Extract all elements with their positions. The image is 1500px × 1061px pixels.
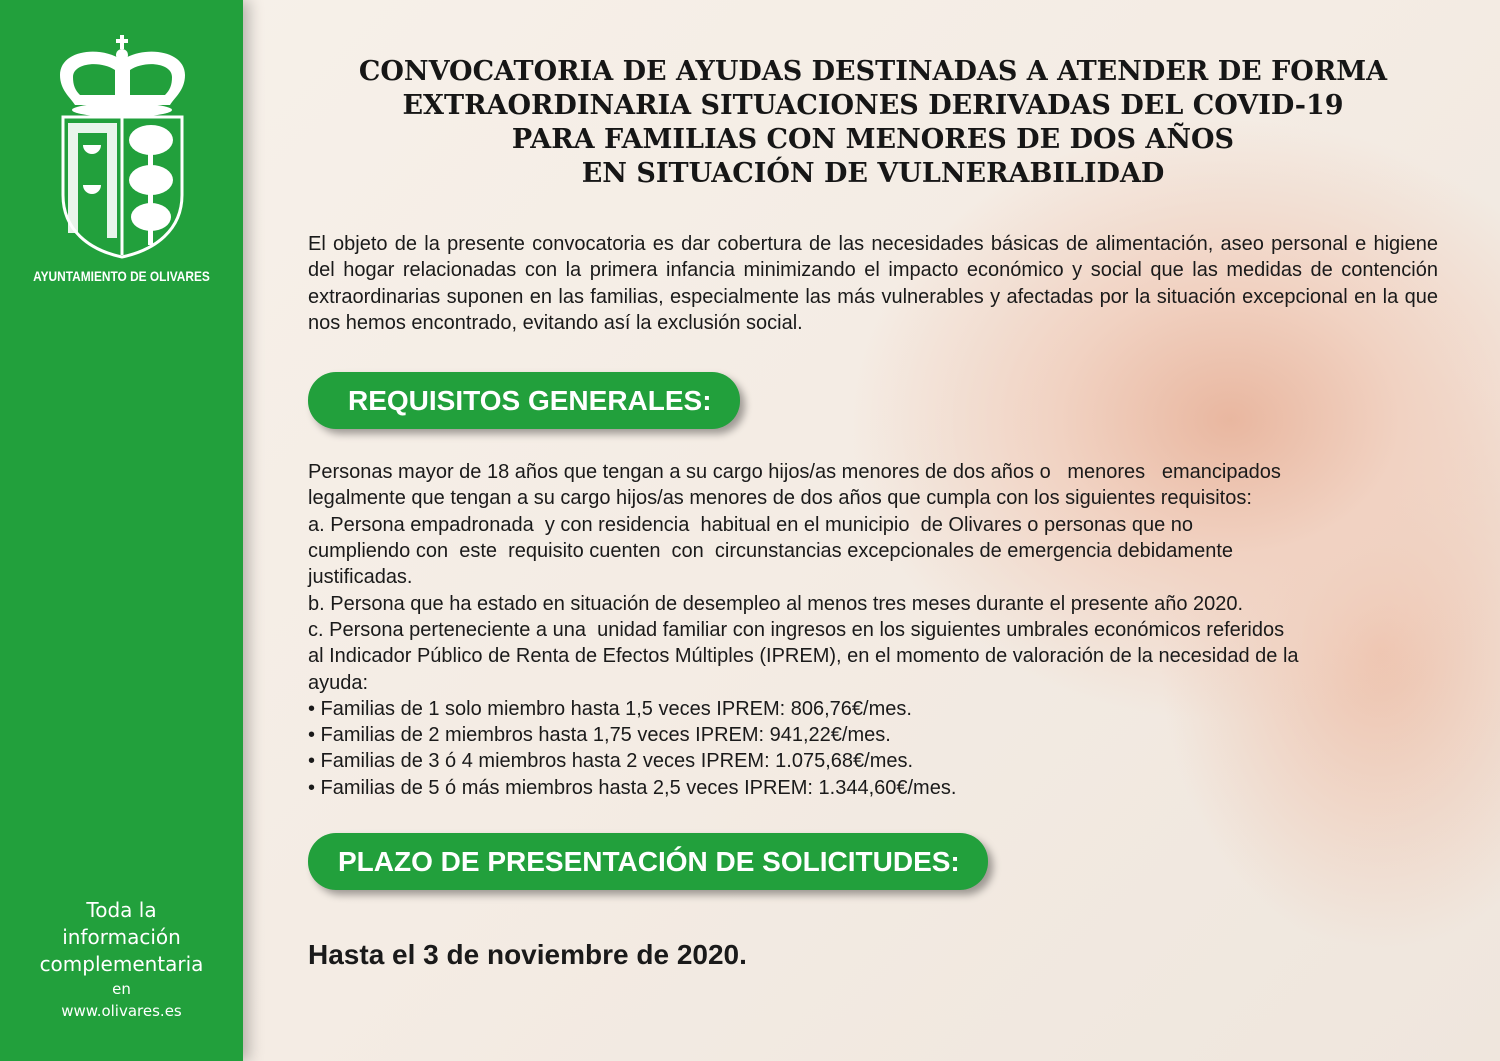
sidebar <box>0 0 243 1061</box>
title-line: CONVOCATORIA DE AYUDAS DESTINADAS A ATENDER DE FORMA <box>358 56 1388 87</box>
deadline-text: Hasta el 3 de noviembre de 2020. <box>308 939 747 971</box>
req-line: justificadas. <box>308 566 413 589</box>
title-line: EXTRAORDINARIA SITUACIONES DERIVADAS DEL COVID-19 <box>402 90 1344 121</box>
req-line: c. Persona perteneciente a una unidad familiar con ingresos en los siguientes umbrales económicos referidos <box>308 618 1285 641</box>
requisitos-list <box>308 459 1438 801</box>
title-line: EN SITUACIÓN DE VULNERABILIDAD <box>581 158 1165 189</box>
req-line: Personas mayor de 18 años que tengan a su cargo hijos/as menores de dos años o menores emancipados <box>308 461 1281 484</box>
req-line: al Indicador Público de Renta de Efectos Múltiples (IPREM), en el momento de valoración de la necesidad de la <box>308 645 1299 668</box>
req-line: a. Persona empadronada y con residencia habitual en el municipio de Olivares o personas que no <box>308 513 1193 536</box>
info-line: información <box>62 925 181 949</box>
plazo-heading: PLAZO DE PRESENTACIÓN DE SOLICITUDES: <box>308 833 988 890</box>
more-info-text <box>0 897 243 1022</box>
income-bullet: • Familias de 3 ó 4 miembros hasta 2 veces IPREM: 1.075,68€/mes. <box>308 750 914 773</box>
title-line: PARA FAMILIAS CON MENORES DE DOS AÑOS <box>511 124 1235 155</box>
income-bullet: • Familias de 1 solo miembro hasta 1,5 veces IPREM: 806,76€/mes. <box>308 697 912 720</box>
req-line: cumpliendo con este requisito cuenten con circunstancias excepcionales de emergencia debidamente <box>308 540 1233 563</box>
req-line: b. Persona que ha estado en situación de desempleo al menos tres meses durante el presente año 2020. <box>308 592 1244 615</box>
income-bullet: • Familias de 5 ó más miembros hasta 2,5 veces IPREM: 1.344,60€/mes. <box>308 776 957 799</box>
website-link[interactable]: www.olivares.es <box>61 1002 182 1020</box>
req-line: legalmente que tengan a su cargo hijos/as menores de dos años que cumpla con los siguientes requisitos: <box>308 487 1252 510</box>
income-bullet: • Familias de 2 miembros hasta 1,75 veces IPREM: 941,22€/mes. <box>308 724 891 747</box>
info-line: en <box>112 980 131 998</box>
info-line: Toda la <box>86 898 157 922</box>
main-content <box>308 231 1438 972</box>
info-line: complementaria <box>39 952 204 976</box>
intro-paragraph: El objeto de la presente convocatoria es dar cobertura de las necesidades básicas de alimentación, aseo personal e higiene del hogar relacionadas con la primera infancia minimizando el impacto económico y social que las medidas de contención extraordinarias suponen en las familias, especialmente las más vulnerables y afectadas por la situación excepcional en la que nos hemos encontrado, evitando así la exclusión social. <box>308 233 1438 334</box>
req-line: ayuda: <box>308 671 369 694</box>
org-name: AYUNTAMIENTO DE OLIVARES <box>33 268 210 284</box>
page-title <box>300 55 1446 191</box>
coat-of-arms-logo <box>55 35 190 260</box>
requisitos-heading: REQUISITOS GENERALES: <box>308 372 740 429</box>
